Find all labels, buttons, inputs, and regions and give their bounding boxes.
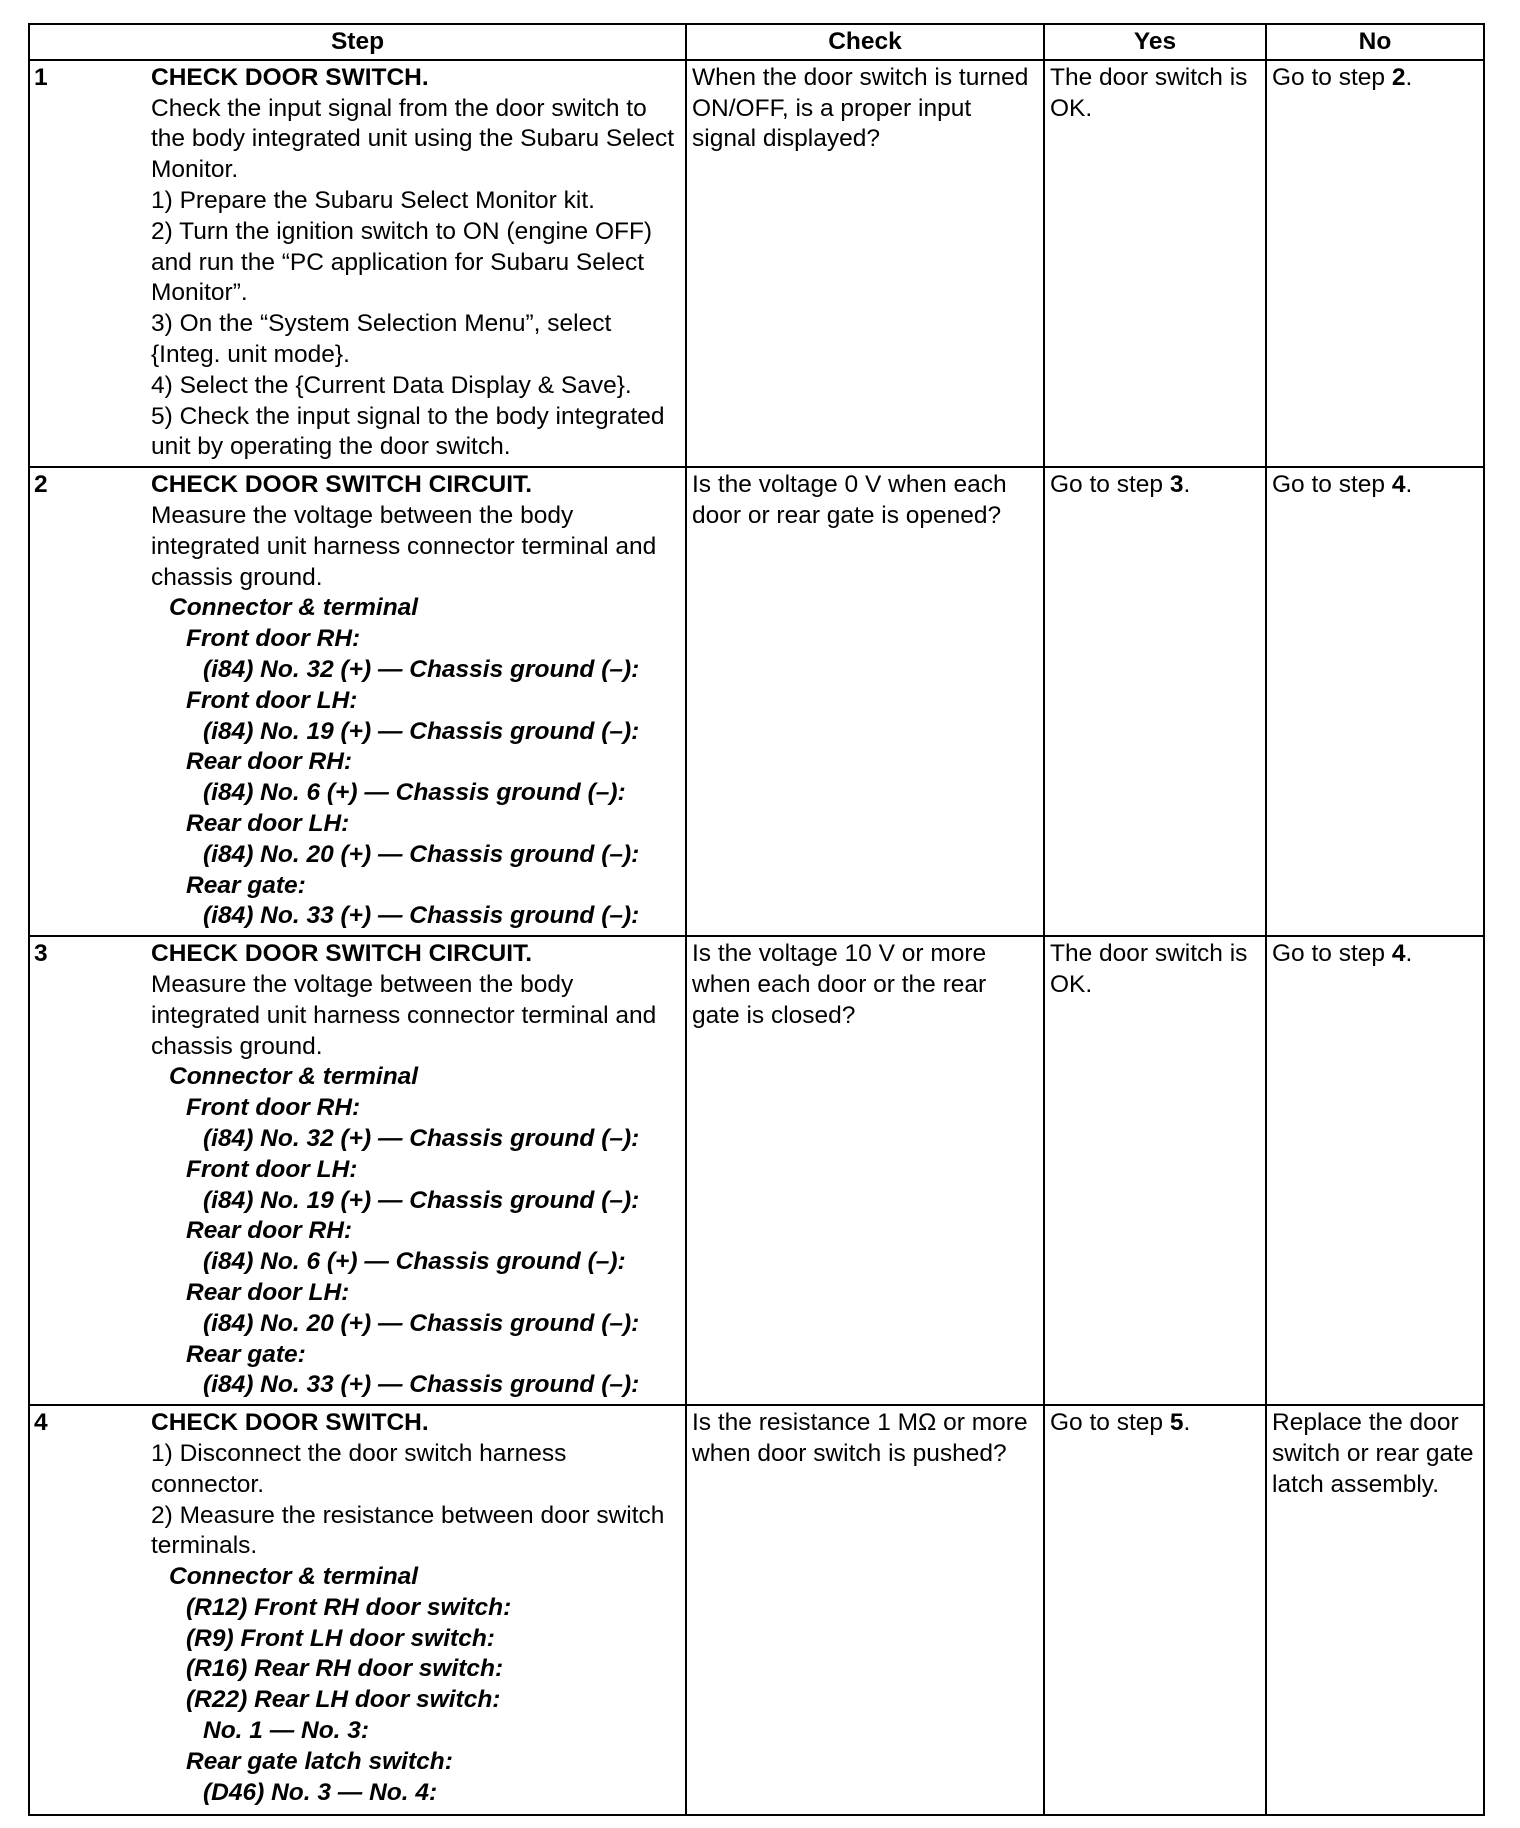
yes-text: Go to step — [1050, 1409, 1170, 1437]
connector-label: Front door RH: — [186, 625, 361, 653]
connector-label: Rear door LH: — [186, 1278, 350, 1306]
yes-text: Go to step — [1050, 471, 1170, 499]
yes-cell: The door switch is OK. — [1044, 936, 1266, 1405]
connector-value: (i84) No. 20 (+) — Chassis ground (–): — [203, 840, 640, 868]
yes-text-suffix: . — [1183, 471, 1191, 499]
connector-label: Front door RH: — [186, 1094, 361, 1122]
yes-cell — [1044, 1405, 1266, 1815]
check-cell: Is the voltage 10 V or more when each door or the rear gate is closed? — [686, 936, 1044, 1405]
step-instruction: 4) Select the {Current Data Display & Save}. — [151, 371, 632, 399]
header-step: Step — [29, 24, 686, 60]
step-instruction: 2) Turn the ignition switch to ON (engine OFF) and run the “PC application for Subaru Select Monitor”. — [151, 217, 653, 307]
step-cell — [29, 60, 686, 467]
no-cell — [1266, 936, 1484, 1405]
no-step-link: 4 — [1391, 940, 1406, 968]
connector-label: Rear door LH: — [186, 809, 350, 837]
yes-step-link: 5 — [1169, 1409, 1184, 1437]
connector-value: (i84) No. 20 (+) — Chassis ground (–): — [203, 1309, 640, 1337]
connector-label: Rear door RH: — [186, 748, 353, 776]
connector-value: (i84) No. 6 (+) — Chassis ground (–): — [203, 779, 626, 807]
no-text: Go to step — [1272, 471, 1392, 499]
connector-heading: Connector & terminal — [169, 594, 419, 622]
step-instruction: 2) Measure the resistance between door switch terminals. — [151, 1501, 665, 1560]
yes-step-link: 3 — [1169, 471, 1184, 499]
step-intro: Measure the voltage between the body integrated unit harness connector terminal and chassis ground. — [151, 970, 657, 1060]
no-text: Go to step — [1272, 63, 1392, 91]
no-text-suffix: . — [1405, 471, 1413, 499]
gate-label: Rear gate latch switch: — [186, 1747, 453, 1775]
step-instruction: 5) Check the input signal to the body integrated unit by operating the door switch. — [151, 402, 665, 461]
gate-terminals: (D46) No. 3 — No. 4: — [203, 1778, 438, 1806]
step-cell — [29, 936, 686, 1405]
table-row — [29, 936, 1484, 1405]
connector-value: (i84) No. 33 (+) — Chassis ground (–): — [203, 1371, 640, 1399]
table-row — [29, 60, 1484, 467]
no-step-link: 2 — [1391, 63, 1406, 91]
diagnosis-table — [28, 23, 1485, 1816]
connector-label: Front door LH: — [186, 686, 358, 714]
no-cell — [1266, 60, 1484, 467]
connector-value: (i84) No. 19 (+) — Chassis ground (–): — [203, 717, 640, 745]
table-row — [29, 467, 1484, 936]
step-number: 1 — [34, 63, 48, 91]
step-title: CHECK DOOR SWITCH. — [151, 1409, 429, 1437]
step-title: CHECK DOOR SWITCH. — [151, 63, 429, 91]
table-row — [29, 1405, 1484, 1815]
yes-cell — [1044, 467, 1266, 936]
header-no: No — [1266, 24, 1484, 60]
header-yes: Yes — [1044, 24, 1266, 60]
yes-text-suffix: . — [1183, 1409, 1191, 1437]
no-text-suffix: . — [1405, 940, 1413, 968]
check-cell: Is the voltage 0 V when each door or rear gate is opened? — [686, 467, 1044, 936]
step-number: 4 — [34, 1409, 48, 1437]
connector-value: (i84) No. 19 (+) — Chassis ground (–): — [203, 1186, 640, 1214]
connector-value: (i84) No. 33 (+) — Chassis ground (–): — [203, 902, 640, 930]
yes-cell: The door switch is OK. — [1044, 60, 1266, 467]
step-instruction: 1) Prepare the Subaru Select Monitor kit. — [151, 186, 595, 214]
switch-label: (R22) Rear LH door switch: — [186, 1686, 501, 1714]
no-cell — [1266, 467, 1484, 936]
step-title: CHECK DOOR SWITCH CIRCUIT. — [151, 940, 533, 968]
step-intro: Measure the voltage between the body integrated unit harness connector terminal and chassis ground. — [151, 501, 657, 591]
header-row — [29, 24, 1484, 60]
connector-value: (i84) No. 6 (+) — Chassis ground (–): — [203, 1248, 626, 1276]
switch-label: (R16) Rear RH door switch: — [186, 1655, 504, 1683]
step-title: CHECK DOOR SWITCH CIRCUIT. — [151, 471, 533, 499]
connector-label: Front door LH: — [186, 1155, 358, 1183]
check-cell: When the door switch is turned ON/OFF, is a proper input signal displayed? — [686, 60, 1044, 467]
header-check: Check — [686, 24, 1044, 60]
no-text-suffix: . — [1405, 63, 1413, 91]
step-intro: Check the input signal from the door switch to the body integrated unit using the Subaru Select Monitor. — [151, 94, 675, 184]
step-instruction: 1) Disconnect the door switch harness connector. — [151, 1439, 567, 1498]
connector-heading: Connector & terminal — [169, 1563, 419, 1591]
switch-label: (R12) Front RH door switch: — [186, 1593, 512, 1621]
step-number: 3 — [34, 940, 48, 968]
connector-value: (i84) No. 32 (+) — Chassis ground (–): — [203, 1124, 640, 1152]
connector-heading: Connector & terminal — [169, 1063, 419, 1091]
connector-value: (i84) No. 32 (+) — Chassis ground (–): — [203, 655, 640, 683]
switch-label: (R9) Front LH door switch: — [186, 1624, 495, 1652]
switch-terminals: No. 1 — No. 3: — [203, 1717, 370, 1745]
step-cell — [29, 1405, 686, 1815]
no-text: Go to step — [1272, 940, 1392, 968]
step-number: 2 — [34, 471, 48, 499]
connector-label: Rear gate: — [186, 871, 306, 899]
check-cell: Is the resistance 1 MΩ or more when door switch is pushed? — [686, 1405, 1044, 1815]
no-step-link: 4 — [1391, 471, 1406, 499]
no-cell: Replace the door switch or rear gate latch assembly. — [1266, 1405, 1484, 1815]
step-cell — [29, 467, 686, 936]
connector-label: Rear door RH: — [186, 1217, 353, 1245]
connector-label: Rear gate: — [186, 1340, 306, 1368]
step-instruction: 3) On the “System Selection Menu”, select {Integ. unit mode}. — [151, 310, 612, 368]
